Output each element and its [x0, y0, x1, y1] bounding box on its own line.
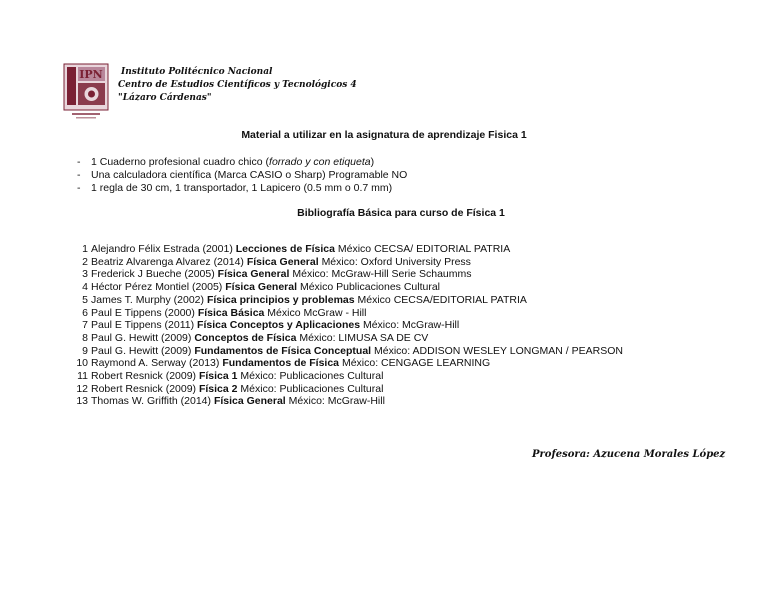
- bibliography-title: Bibliografía Básica para curso de Física 1: [297, 207, 505, 219]
- entry-number: 11: [77, 370, 88, 383]
- material-title: Material a utilizar en la asignatura de aprendizaje Fisica 1: [241, 129, 527, 141]
- entry-number: 13: [76, 395, 88, 408]
- bibliography-entry: [70, 370, 623, 383]
- entry-number: 10: [76, 357, 88, 370]
- entry-publisher: México: Oxford University Press: [321, 255, 471, 268]
- entry-book-title: Física General: [225, 281, 298, 294]
- entry-author: Robert Resnick (2009): [91, 382, 197, 395]
- bibliography-entry: [70, 307, 623, 320]
- entry-author: Héctor Pérez Montiel (2005): [91, 281, 223, 294]
- entry-number: 9: [82, 344, 88, 357]
- school-name: Centro de Estudios Científicos y Tecnológicos 4: [118, 80, 357, 90]
- entry-author: Alejandro Félix Estrada (2001): [91, 243, 233, 255]
- entry-publisher: México: ADDISON WESLEY LONGMAN / PEARSON: [374, 344, 623, 357]
- entry-publisher: México: McGraw-Hill Serie Schaumms: [292, 268, 472, 281]
- entry-number: 3: [82, 268, 88, 281]
- bibliography-entry: [70, 294, 623, 307]
- entry-number: 5: [82, 293, 88, 306]
- entry-author: Paul E Tippens (2011): [91, 319, 195, 332]
- bullet-dash: -: [77, 169, 81, 181]
- entry-author: Beatriz Alvarenga Alvarez (2014): [91, 255, 244, 268]
- entry-number: 6: [82, 306, 88, 319]
- entry-number: 1: [82, 243, 88, 255]
- entry-book-title: Fundamentos de Física Conceptual: [194, 344, 372, 357]
- entry-book-title: Física General: [246, 255, 319, 268]
- institution-header: [118, 66, 357, 105]
- entry-author: Paul G. Hewitt (2009): [91, 344, 192, 357]
- entry-book-title: Física principios y problemas: [206, 293, 355, 306]
- entry-publisher: México: McGraw-Hill: [288, 395, 385, 408]
- bullet-dash: -: [77, 156, 81, 168]
- entry-book-title: Fundamentos de Física: [222, 357, 340, 370]
- entry-author: Raymond A. Serway (2013): [91, 357, 220, 370]
- entry-publisher: México Publicaciones Cultural: [299, 281, 441, 294]
- entry-number: 12: [76, 382, 88, 395]
- entry-author: James T. Murphy (2002): [91, 293, 205, 306]
- school-alias: "Lázaro Cárdenas": [118, 93, 212, 103]
- list-item: - 1 Cuaderno profesional cuadro chico (forrado y con etiqueta): [77, 156, 375, 168]
- entry-book-title: Lecciones de Física: [235, 243, 335, 255]
- bibliography-entry: [70, 281, 623, 294]
- entry-publisher: México CECSA/EDITORIAL PATRIA: [357, 293, 527, 306]
- bibliography-entry: [70, 357, 623, 370]
- list-item: - Una calculadora científica (Marca CASIO o Sharp) Programable NO: [77, 169, 408, 181]
- entry-book-title: Física General: [217, 268, 290, 281]
- logo-text: IPN: [79, 68, 103, 81]
- bibliography-entry: [70, 345, 623, 358]
- entry-publisher: México: LIMUSA SA DE CV: [299, 331, 429, 344]
- bullet-dash: -: [77, 182, 81, 194]
- entry-book-title: Física General: [213, 395, 286, 408]
- entry-author: Paul E Tippens (2000): [91, 306, 195, 319]
- entry-number: 7: [82, 319, 88, 332]
- entry-publisher: México: CENGAGE LEARNING: [341, 357, 491, 370]
- list-item: - 1 regla de 30 cm, 1 transportador, 1 Lapicero (0.5 mm o 0.7 mm): [77, 182, 393, 194]
- entry-book-title: Física 2: [198, 382, 238, 395]
- entry-author: Thomas W. Griffith (2014): [91, 395, 212, 408]
- entry-number: 4: [82, 281, 88, 294]
- entry-author: Frederick J Bueche (2005): [91, 268, 215, 281]
- ipn-logo: [62, 62, 110, 124]
- entry-number: 8: [82, 331, 88, 344]
- entry-publisher: México: Publicaciones Cultural: [240, 382, 384, 395]
- bibliography-entry: [70, 319, 623, 332]
- professor-signature: Profesora: Azucena Morales López: [532, 449, 726, 460]
- entry-number: 2: [82, 255, 88, 268]
- bibliography-list: [70, 243, 623, 408]
- bibliography-entry: [70, 268, 623, 281]
- bibliography-entry: [70, 395, 623, 408]
- bibliography-entry: [70, 383, 623, 396]
- entry-author: Paul G. Hewitt (2009): [91, 331, 192, 344]
- bibliography-entry: [70, 256, 623, 269]
- entry-publisher: México: McGraw-Hill: [362, 319, 460, 332]
- entry-publisher: México CECSA/ EDITORIAL PATRIA: [337, 243, 511, 255]
- institution-name: Instituto Politécnico Nacional: [121, 67, 273, 77]
- entry-author: Robert Resnick (2009): [91, 370, 197, 383]
- entry-publisher: México McGraw - Hill: [267, 306, 367, 319]
- entry-book-title: Conceptos de Física: [194, 331, 297, 344]
- material-list: [77, 156, 407, 195]
- entry-book-title: Física Conceptos y Aplicaciones: [197, 319, 361, 332]
- entry-publisher: México: Publicaciones Cultural: [240, 370, 384, 383]
- bibliography-entry: [70, 332, 623, 345]
- bibliography-entry: [70, 243, 623, 256]
- entry-book-title: Física 1: [198, 370, 238, 383]
- entry-book-title: Física Básica: [197, 306, 265, 319]
